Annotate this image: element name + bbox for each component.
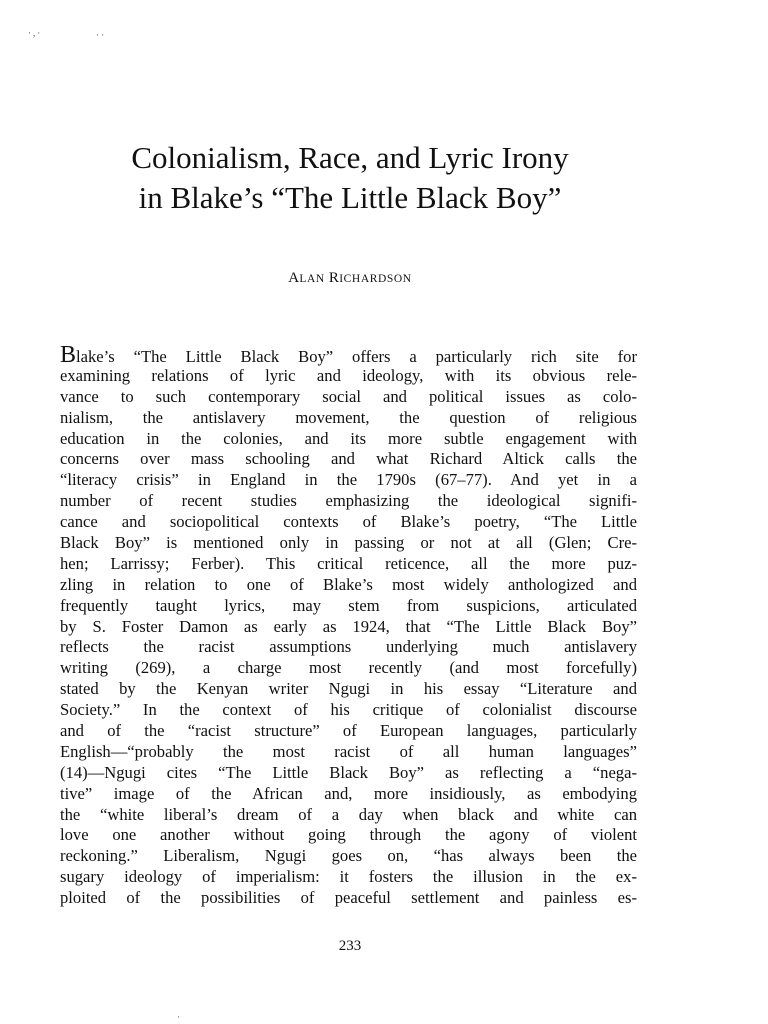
article-body — [60, 342, 637, 909]
page-number: 233 — [338, 938, 362, 954]
scan-speck: ·,· — [28, 28, 43, 38]
author-name: ALAN RICHARDSON — [288, 270, 412, 286]
body-line: tive” image of the African and, more insidiously, as embodying — [60, 783, 637, 803]
body-line: (14)—Ngugi cites “The Little Black Boy” as reflecting a “nega- — [60, 762, 637, 782]
body-line-first: Blake’s “The Little Black Boy” offers a particularly rich site for — [60, 342, 637, 368]
body-line: examining relations of lyric and ideology, with its obvious rele- — [60, 365, 637, 385]
body-line: stated by the Kenyan writer Ngugi in his essay “Literature and — [60, 679, 637, 699]
article-title-line: in Blake’s “The Little Black Boy” — [138, 180, 562, 215]
body-line: by S. Foster Damon as early as 1924, that “The Little Black Boy” — [60, 616, 637, 636]
body-line: frequently taught lyrics, may stem from suspicions, articulated — [60, 595, 637, 615]
body-line: hen; Larrissy; Ferber). This critical reticence, all the more puz- — [60, 553, 637, 573]
body-line: the “white liberal’s dream of a day when black and white can — [60, 804, 637, 824]
body-line: cance and sociopolitical contexts of Blake’s poetry, “The Little — [60, 512, 637, 532]
body-line: sugary ideology of imperialism: it fosters the illusion in the ex- — [60, 867, 637, 887]
drop-cap: B — [60, 342, 77, 368]
body-line: Society.” In the context of his critique of colonialist discourse — [60, 700, 637, 720]
body-line: reflects the racist assumptions underlying much antislavery — [60, 637, 637, 657]
body-line: love one another without going through the agony of violent — [60, 825, 637, 845]
body-line: Black Boy” is mentioned only in passing or not at all (Glen; Cre- — [60, 533, 637, 553]
body-line: number of recent studies emphasizing the ideological signifi- — [60, 491, 637, 511]
body-line: ploited of the possibilities of peaceful settlement and painless es- — [60, 888, 637, 908]
article-title — [60, 138, 640, 218]
body-line: vance to such contemporary social and political issues as colo- — [60, 386, 637, 406]
scan-speck: · — [177, 1012, 180, 1022]
body-line: concerns over mass schooling and what Richard Altick calls the — [60, 449, 637, 469]
body-line: reckoning.” Liberalism, Ngugi goes on, “has always been the — [60, 846, 637, 866]
article-title-line: Colonialism, Race, and Lyric Irony — [131, 140, 569, 175]
body-line: writing (269), a charge most recently (and most forcefully) — [60, 658, 637, 678]
body-line: zling in relation to one of Blake’s most widely anthologized and — [60, 574, 637, 594]
scan-speck: · · — [96, 30, 105, 40]
body-line: English—“probably the most racist of all human languages” — [60, 741, 637, 761]
body-line: nialism, the antislavery movement, the question of religious — [60, 407, 637, 427]
body-line: “literacy crisis” in England in the 1790s (67–77). And yet in a — [60, 470, 637, 490]
body-line: and of the “racist structure” of European languages, particularly — [60, 721, 637, 741]
body-line: education in the colonies, and its more subtle engagement with — [60, 428, 637, 448]
